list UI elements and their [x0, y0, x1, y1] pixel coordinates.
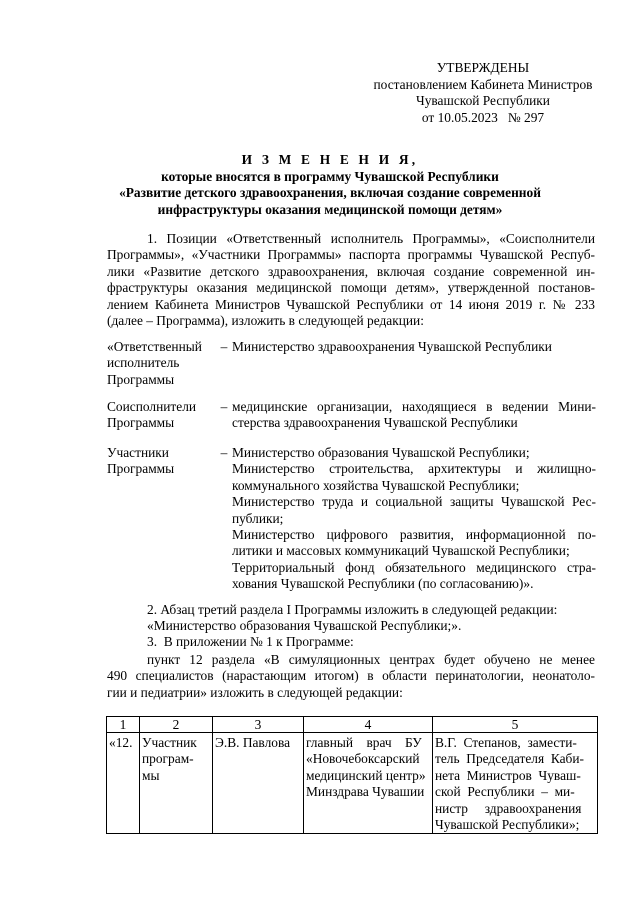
passport-label [107, 399, 217, 432]
passport-row-coexecutors [107, 399, 595, 433]
passport-dash: – [220, 339, 228, 354]
document-title [100, 152, 560, 218]
paragraph-line: Программы», «Участники Программы» паспорта программы Чувашской Респуб- [107, 247, 595, 263]
cell-line: мы [142, 767, 160, 783]
value-line: Министерство цифрового развития, информационной по- [232, 527, 596, 543]
cell-line: главный врач БУ [306, 735, 422, 750]
paragraph-line: гии и педиатрии» изложить в следующей редакции: [107, 684, 403, 700]
label-line: Программы [107, 415, 175, 431]
table-header-cell: 2 [140, 717, 213, 733]
title-line: которые вносятся в программу Чувашской Республики [161, 168, 499, 184]
cell-line: «Новочебоксарский [306, 751, 420, 767]
cell-line: нета Министров Чуваш- [435, 767, 581, 783]
paragraph-line: (далее – Программа), изложить в следующей редакции: [107, 313, 424, 329]
paragraph-line: 2. Абзац третий раздела I Программы изложить в следующей редакции: [147, 602, 558, 617]
label-line: «Ответственный [107, 339, 202, 354]
label-line: Программы [107, 371, 175, 387]
table-cell-role [140, 733, 213, 834]
table-header-cell: 3 [213, 717, 304, 733]
label-line: Соисполнители [107, 399, 197, 414]
table-cell-position [304, 733, 433, 834]
passport-row-responsible [107, 339, 595, 389]
cell-line: Чувашской Республики»; [435, 817, 580, 833]
value-line: литики и массовых коммуникаций Чувашской Республики; [232, 543, 570, 559]
value-line: Министерство здравоохранения Чувашской Республики [232, 339, 552, 354]
paragraph-3 [107, 634, 595, 650]
table-cell-person: Э.В. Павлова [213, 733, 304, 834]
approval-line: Чувашской Республики [416, 93, 550, 108]
value-line: Территориальный фонд обязательного медицинского стра- [232, 559, 596, 575]
paragraph-1 [107, 231, 595, 329]
paragraph-line: фраструктуры оказания медицинской помощи детям», утвержденной постанов- [107, 280, 595, 296]
cell-line: Участник [142, 735, 197, 750]
passport-row-participants [107, 445, 595, 595]
table-row [107, 733, 598, 834]
title-line: «Развитие детского здравоохранения, включая создание современной [119, 185, 541, 200]
cell-line: програм- [142, 751, 194, 767]
approval-line: УТВЕРЖДЕНЫ [436, 60, 530, 75]
cell-line: нистр здравоохранения [435, 800, 582, 816]
approval-date: от 10.05.2023 № 297 [421, 109, 545, 125]
paragraph-line: пункт 12 раздела «В симуляционных центрах будет обучено не менее [147, 652, 595, 667]
table-header-row [107, 717, 598, 733]
paragraph-line: 490 специалистов (нарастающим итогом) в области перинатологии, неонатоло- [107, 668, 595, 684]
cell-line: Минздрава Чувашии [306, 784, 425, 800]
paragraph-line: лики «Развитие детского здравоохранения, включая создание современной ин- [107, 263, 595, 279]
paragraph-line: 1. Позиции «Ответственный исполнитель Программы», «Соисполнители [147, 231, 595, 246]
paragraph-line: 3. В приложении № 1 к Программе: [147, 634, 354, 649]
table-cell-curator [433, 733, 598, 834]
title-line: инфраструктуры оказания медицинской помощи детям» [157, 201, 503, 217]
passport-dash: – [220, 399, 228, 414]
cell-line: ской Республики – ми- [435, 784, 575, 800]
cell-line: тель Председателя Каби- [435, 751, 584, 767]
paragraph-line: «Министерство образования Чувашской Республики;». [147, 618, 462, 634]
value-line: Министерство труда и социальной защиты Чувашской Рес- [232, 494, 596, 510]
label-line: Участники [107, 445, 169, 460]
passport-label [107, 445, 217, 478]
table-header-cell: 4 [304, 717, 433, 733]
paragraph-4 [107, 652, 595, 701]
table-header-cell: 5 [433, 717, 598, 733]
amendment-table [106, 716, 598, 834]
passport-label [107, 339, 217, 388]
value-line: Министерство образования Чувашской Республики; [232, 445, 530, 460]
title-heading: И З М Е Н Е Н И Я, [241, 152, 419, 167]
passport-value [232, 445, 596, 593]
paragraph-line: лением Кабинета Министров Чувашской Республики от 14 июня 2019 г. № 233 [107, 296, 595, 312]
passport-value [232, 339, 596, 355]
label-line: исполнитель [107, 355, 180, 371]
value-line: публики; [232, 510, 284, 526]
passport-dash: – [220, 445, 228, 460]
table-header-cell: 1 [107, 717, 140, 733]
value-line: Министерство строительства, архитектуры и жилищно- [232, 461, 596, 477]
approval-stamp [363, 60, 603, 126]
approval-line: постановлением Кабинета Министров [373, 76, 593, 92]
label-line: Программы [107, 461, 175, 477]
cell-line: медицинский центр» [306, 767, 426, 783]
value-line: хования Чувашской Республики (по согласованию)». [232, 576, 534, 592]
value-line: стерства здравоохранения Чувашской Республики [232, 415, 518, 431]
value-line: коммунального хозяйства Чувашской Республики; [232, 477, 520, 493]
value-line: медицинские организации, находящиеся в ведении Мини- [232, 399, 596, 414]
passport-value [232, 399, 596, 432]
paragraph-2 [107, 602, 595, 635]
cell-line: В.Г. Степанов, замести- [435, 735, 577, 750]
table-cell-num: «12. [107, 733, 140, 834]
